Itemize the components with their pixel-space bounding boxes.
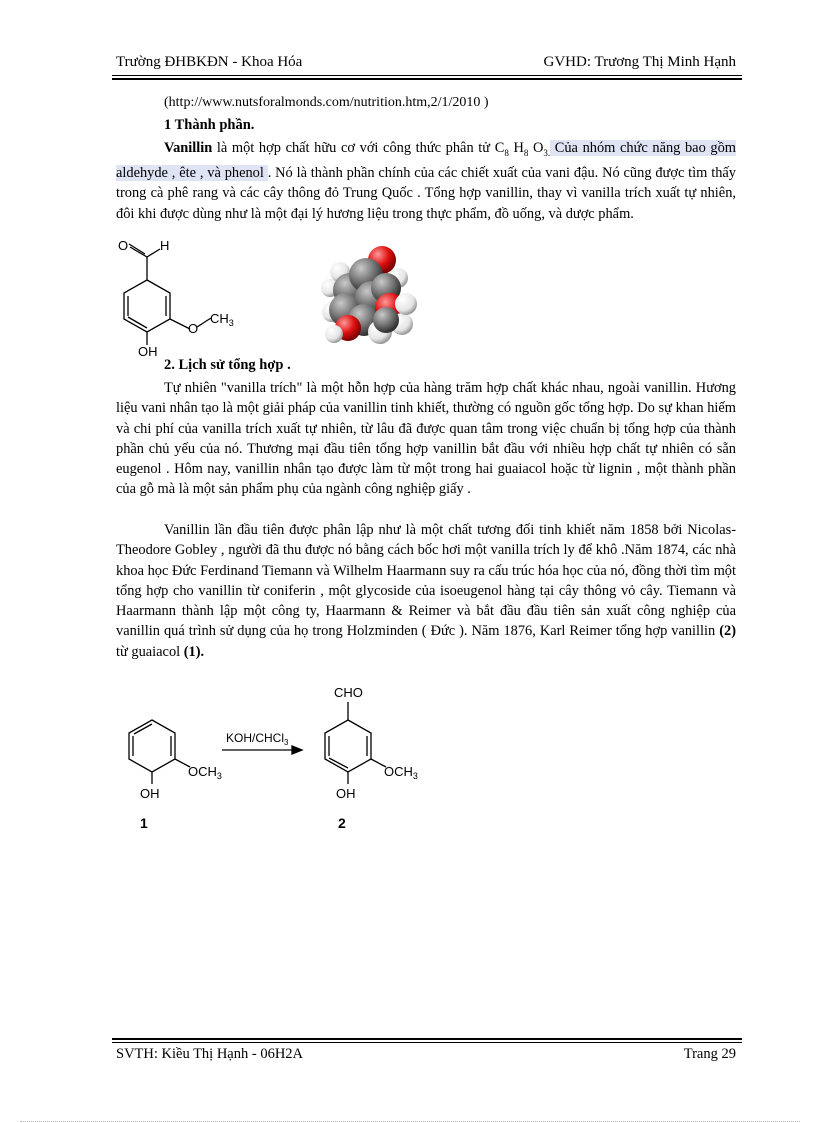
- highlighted-text: Của nhóm chức năng bao gồm aldehyde , ête , và phenol: [116, 140, 736, 182]
- section2-paragraph-1: Tự nhiên "vanilla trích" là một hỗn hợp của hàng trăm hợp chất khác nhau, ngoài vanillin. Hương liệu vani nhân tạo là một giải pháp của vanillin tinh khiết, thường có nguồn gốc tổng hợp. Do sự khan hiếm và chi phí của vanilla trích xuất tự nhiên, từ lâu đã được quan tâm trong việc chuẩn bị tổng hợp của thành phần chủ yếu của nó. Thương mại đầu tiên tổng hợp vanillin bắt đầu với nhiều hợp chất tự nhiên có sẵn eugenol . Hôm nay, vanillin nhân tạo được làm từ một trong hai guaiacol hoặc từ lignin , một thành phần của gỗ mà là một sản phẩm phụ của ngành công nghiệp giấy .: [116, 380, 736, 498]
- ether-o-label: O: [188, 321, 199, 336]
- product-cho-label: CHO: [334, 685, 363, 700]
- sub-h8: 8: [523, 147, 529, 158]
- page-header: [116, 52, 736, 74]
- sub-c8: 8: [504, 147, 509, 158]
- header-school: Trường ĐHBKĐN - Khoa Hóa: [116, 54, 303, 70]
- p1-text-b: . Nó là thành phần chính của các chiết xuất của vani đậu. Nó cũng được tìm thấy trong cà phê rang và các cây thông đỏ Trung Quốc . Tổng hợp vanillin, thay vì vanilla trích xuất tự nhiên, đôi khi được dùng như là một đại lý hương liệu trong thực phẩm, đồ uống, và dược phẩm.: [116, 165, 736, 222]
- reagent-label: KOH/CHCl$_3$: [226, 731, 289, 747]
- vanillin-term: Vanillin: [164, 140, 213, 156]
- section1-paragraph: [116, 138, 736, 224]
- reactant-och3-label: $OCH_3$: [188, 764, 222, 781]
- sub-o3: 3.: [543, 147, 551, 158]
- compound-2-label: 2: [338, 815, 346, 831]
- methyl-label: $CH_3$: [210, 311, 234, 328]
- reactant-oh-label: OH: [140, 786, 160, 801]
- reaction-scheme: [112, 680, 452, 840]
- header-rule-thick: [112, 78, 742, 80]
- compound-1-label: 1: [140, 815, 148, 831]
- aldehyde-o-label: O: [118, 238, 129, 253]
- footer-rule-thick: [112, 1038, 742, 1040]
- vanillin-structure: [112, 232, 242, 360]
- product-och3-label: $OCH_3$: [384, 764, 418, 781]
- compound-1-ref: (1).: [183, 643, 205, 660]
- footer-rule-thin: [112, 1042, 742, 1043]
- aldehyde-h-label: H: [160, 238, 170, 253]
- space-filling-model: [310, 240, 430, 355]
- compound-2-ref: (2): [719, 623, 736, 640]
- p2-text-a: Vanillin lần đầu tiên được phân lập như là một chất tương đối tinh khiết năm 1858 bởi Nicolas-Theodore Gobley , người đã thu được nó bằng cách bốc hơi một vanilla trích ly để khô .Năm 1874, các nhà khoa học Đức Ferdinand Tiemann và Wilhelm Haarmann suy ra cấu trúc hóa học của nó, đồng thời tìm một tổng hợp cho vanillin từ coniferin , một glycoside của isoeugenol hàng tại cây thông vỏ cây. Tiemann và Haarmann thành lập một công ty, Haarmann & Reimer và bắt đầu đầu tiên sản xuất công nghiệp của vanillin quá trình sử dụng của họ trong Holzminden ( Đức ). Năm 1876, Karl Reimer tổng hợp vanillin: [116, 522, 736, 640]
- section2-title: 2. Lịch sử tổng hợp .: [164, 357, 291, 373]
- product-oh-label: OH: [336, 786, 356, 801]
- p1-text-a: là một hợp chất hữu cơ với công thức phân tử C: [212, 140, 505, 156]
- header-advisor: GVHD: Trương Thị Minh Hạnh: [543, 54, 736, 70]
- source-url: (http://www.nutsforalmonds.com/nutrition.htm,2/1/2010 ): [164, 95, 489, 110]
- page-bottom-dotted-line: [20, 1121, 800, 1122]
- header-rule-thin: [112, 75, 742, 76]
- hydroxyl-label: OH: [138, 344, 158, 359]
- p1-o: O: [528, 140, 544, 156]
- p1-h: H: [508, 140, 524, 156]
- section1-title: 1 Thành phần.: [164, 117, 255, 133]
- section2-paragraph-2: [116, 520, 736, 662]
- footer-student: SVTH: Kiều Thị Hạnh - 06H2A: [116, 1046, 304, 1062]
- p2-text-c: từ guaiacol: [116, 643, 184, 660]
- page-number: Trang 29: [683, 1046, 736, 1062]
